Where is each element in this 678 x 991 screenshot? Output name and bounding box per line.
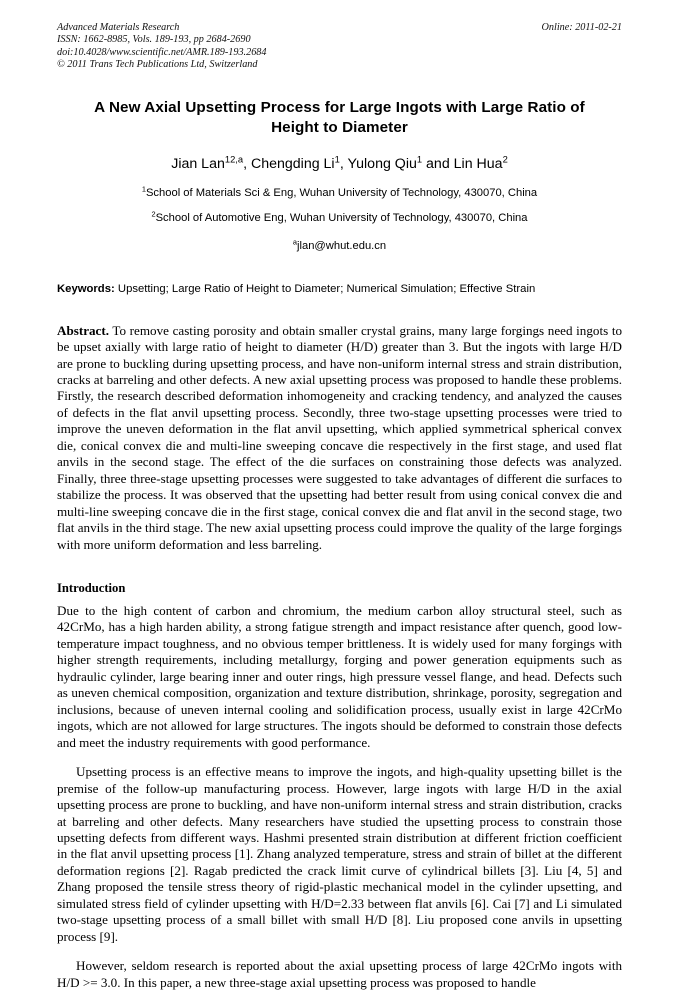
abstract-label: Abstract.	[57, 322, 109, 338]
journal-name: Advanced Materials Research	[57, 22, 180, 33]
journal-header	[57, 22, 622, 72]
online-publication-date: Online: 2011-02-21	[541, 22, 622, 33]
affiliation-text-1: School of Materials Sci & Eng, Wuhan University of Technology, 430070, China	[145, 186, 538, 199]
journal-copyright-line: © 2011 Trans Tech Publications Ltd, Switzerland	[57, 59, 258, 71]
author-name-3: Yulong Qiu	[347, 155, 417, 172]
author-separator-2: ,	[339, 155, 348, 172]
affiliation-marker-1: 1	[141, 183, 146, 193]
author-affil-marker-4: 2	[502, 153, 508, 164]
email-marker: a	[292, 236, 297, 246]
introduction-paragraph-2: Upsetting process is an effective means to improve the ingots, and high-quality upsetting billet is the premise of the follow-up manufacturing process. However, large ingots with large H/D in the axial upsetting process are prone to buckling, and have non-uniform internal stress and strain distribution, cracks at barreling and other defects. Many researchers have studied the upsetting process to constrain those upsetting defects from different ways. Hashmi presented strain distribution at different friction coefficient in the flat anvil upsetting process [1]. Zhang analyzed temperature, stress and strain of billet at the different deformation regions [2]. Ragab predicted the crack limit curve of cylindrical billets [3]. Liu [4, 5] and Zhang proposed the tensile stress theory of rigid-plastic mechanical model in the cylinder upsetting, and simulated stress field of cylinder upsetting with H/D=2.33 between flat anvils [6]. Cai [7] and Li simulated two-stage upsetting process of a small billet with small H/D [8]. Liu proposed cone anvils in upsetting process [9].	[57, 764, 622, 944]
author-affil-marker-3: 1	[416, 153, 423, 164]
affiliation-text-2: School of Automotive Eng, Wuhan University of Technology, 430070, China	[155, 211, 528, 224]
introduction-paragraph-3: However, seldom research is reported about the axial upsetting process of large 42CrMo ingots with H/D >= 3.0. In this paper, a new three-stage axial upsetting process was proposed to handle	[57, 958, 622, 990]
author-separator-3: and	[422, 155, 454, 172]
keywords-text: Upsetting; Large Ratio of Height to Diameter; Numerical Simulation; Effective Strain	[114, 282, 536, 295]
journal-issn-line: ISSN: 1662-8985, Vols. 189-193, pp 2684-2690	[57, 34, 251, 46]
author-affil-marker-2: 1	[334, 153, 340, 164]
author-separator-1: ,	[243, 155, 251, 172]
email-address: jlan@whut.edu.cn	[297, 239, 387, 252]
author-affil-marker-1: 12,a	[224, 153, 244, 164]
page-title: A New Axial Upsetting Process for Large Ingots with Large Ratio of Height to Diameter	[94, 98, 585, 136]
author-list	[57, 155, 622, 173]
affiliation-1	[57, 183, 622, 201]
corresponding-email	[57, 236, 622, 254]
abstract-paragraph	[57, 323, 622, 553]
title-block	[57, 98, 622, 254]
keywords-line	[57, 282, 622, 297]
introduction-paragraph-1: Due to the high content of carbon and chromium, the medium carbon alloy structural steel, such as 42CrMo, has a high harden ability, a strong fatigue strength and impact resistance after quench, good low-temperature impact toughness, and no obvious temper brittleness. It is widely used for many forgings with higher strength requirements, including metallurgy, forging and power generation equipments such as hydraulic cylinder, large bearing inner and outer rings, high pressure vessel flange, and head. Defects such as uneven chemical composition, organization and texture distribution, shrinkage, porosity, segregation and inclusions, because of uneven internal cooling and solidification process, usually exist in large 42CrMo ingots, which are not allowed for large structures. The ingots should be deformed to constrain those defects and meet the industry requirements with good performance.	[57, 602, 622, 750]
section-heading-introduction: Introduction	[57, 580, 126, 595]
author-name-2: Chengding Li	[250, 155, 335, 172]
keywords-label: Keywords:	[57, 282, 115, 295]
author-name-4: Lin Hua	[453, 155, 503, 172]
affiliation-2	[57, 208, 622, 226]
affiliation-marker-2: 2	[151, 208, 156, 218]
journal-doi-line: doi:10.4028/www.scientific.net/AMR.189-193.2684	[57, 46, 267, 58]
author-name-1: Jian Lan	[171, 155, 225, 172]
abstract-text: To remove casting porosity and obtain smaller crystal grains, many large forgings need ingots to be upset axially with large ratio of height to diameter (H/D) greater than 3. But the ingots with large H/D are prone to buckling during upsetting process, and have non-uniform internal stress and strain distribution, cracks at barreling and other defects. A new axial upsetting process was proposed to handle these problems. Firstly, the research described deformation inhomogeneity and cracking tendency, and analyzed the causes of defects in the flat anvil upsetting process. Secondly, three two-stage upsetting processes were tried to improve the uneven deformation in the flat anvil upsetting, which applied symmetrical spherical convex die, conical convex die and multi-line sweeping concave die respectively in the first stage, and used flat anvils in the second stage. The effect of the die surfaces on constraining those defects was analyzed. Finally, three three-stage upsetting processes were suggested to take advantages of different die surfaces to stabilize the process. It was observed that the upsetting had better result from using conical convex die and multi-line sweeping concave die in the first stage, conical convex die and flat anvil in the second stage, two flat anvils in the third stage. The new axial upsetting process could improve the quality of the large forgings with more uniform deformation and less barreling.	[57, 322, 622, 552]
